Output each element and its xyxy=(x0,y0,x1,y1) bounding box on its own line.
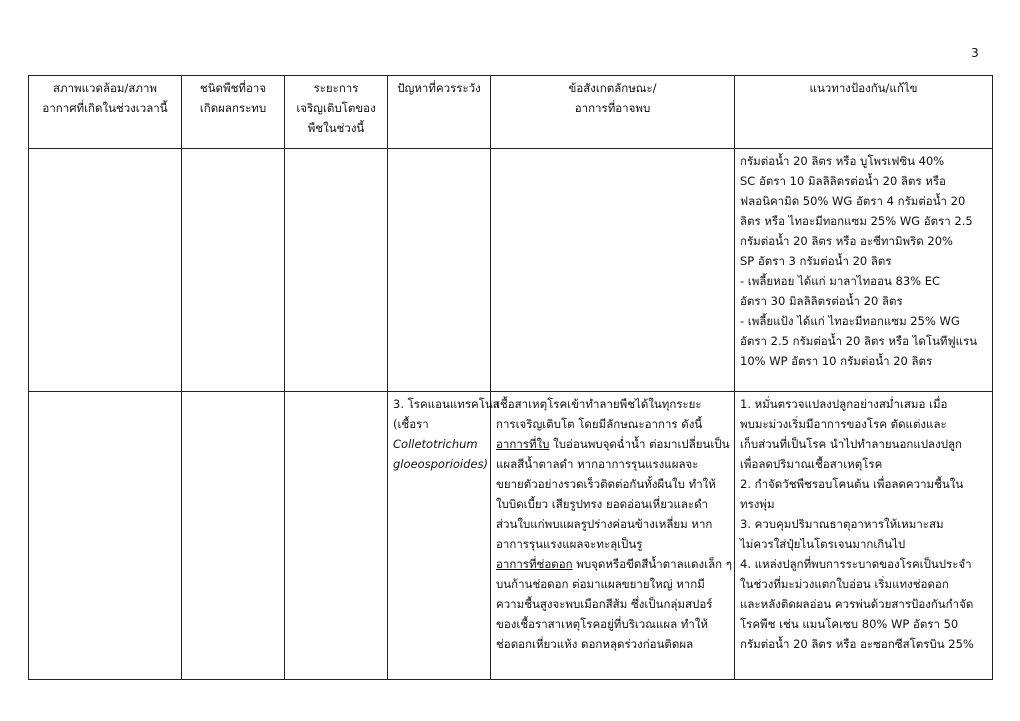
environment-cell xyxy=(29,149,182,392)
text-line: ช่อดอกเหี่ยวแห้ง ดอกหลุดร่วงก่อนติดผล xyxy=(496,637,694,651)
text-line: SP อัตรา 3 กรัมต่อน้ำ 20 ลิตร xyxy=(740,254,892,268)
text-line: บนก้านช่อดอก ต่อมาแผลขยายใหญ่ หากมี xyxy=(496,577,705,591)
text-line: กรัมต่อน้ำ 20 ลิตร หรือ อะซีทามิพริด 20% xyxy=(740,234,953,248)
text-line: ขยายตัวอย่างรวดเร็วติดต่อกันทั้งผืนใบ ทำให้ xyxy=(496,477,716,491)
growth-stage-cell xyxy=(285,392,388,680)
text-line: เพื่อลดปริมาณเชื้อสาเหตุโรค xyxy=(740,457,883,471)
header-problem: ปัญหาที่ควรระวัง xyxy=(388,76,491,149)
table-row xyxy=(29,392,993,680)
text-line: และหลังติดผลอ่อน ควรพ่นด้วยสารป้องกันกำจัด xyxy=(740,597,974,611)
text-line: (เชื้อรา xyxy=(393,417,429,431)
text-line: ทรงพุ่ม xyxy=(740,497,775,511)
text-line: อาการที่ช่อดอก พบจุดหรือขีดสีน้ำตาลแดงเล็ก ๆ xyxy=(496,557,732,571)
header-row xyxy=(29,76,993,149)
text-line: แผลสีน้ำตาลดำ หากอาการรุนแรงแผลจะ xyxy=(496,457,699,471)
flower-symptom-label: อาการที่ช่อดอก xyxy=(496,557,573,571)
table-row xyxy=(29,149,993,392)
text-line: 4. แหล่งปลูกที่พบการระบาดของโรคเป็นประจำ xyxy=(740,557,972,571)
text-line: ไม่ควรใส่ปุ๋ยไนโตรเจนมากเกินไป xyxy=(740,537,906,551)
header-growth-stage: ระยะการ เจริญเติบโตของ พืชในช่วงนี้ xyxy=(285,76,388,149)
symptom-cell xyxy=(491,149,735,392)
text-line: 1. หมั่นตรวจแปลงปลูกอย่างสม่ำเสมอ เมื่อ xyxy=(740,397,948,411)
growth-stage-cell xyxy=(285,149,388,392)
text-line: SC อัตรา 10 มิลลิลิตรต่อน้ำ 20 ลิตร หรือ xyxy=(740,174,946,188)
text-line: พบมะม่วงเริ่มมีอาการของโรค ตัดแต่งและ xyxy=(740,417,947,431)
header-solution: แนวทางป้องกัน/แก้ไข xyxy=(735,76,993,149)
text-line: 10% WP อัตรา 10 กรัมต่อน้ำ 20 ลิตร xyxy=(740,354,933,368)
text-line: กรัมต่อน้ำ 20 ลิตร หรือ บูโพรเฟซิน 40% xyxy=(740,154,945,168)
problem-cell xyxy=(388,149,491,392)
problem-cell xyxy=(388,392,500,680)
header-environment: สภาพแวดล้อม/สภาพ อากาศที่เกิดในช่วงเวลานี้ xyxy=(29,76,182,149)
text-line: อาการที่ใบ ใบอ่อนพบจุดฉ่ำน้ำ ต่อมาเปลี่ยนเป็น xyxy=(496,437,730,451)
page-number: 3 xyxy=(971,46,979,60)
pest-management-table xyxy=(28,75,993,680)
solution-cell xyxy=(735,149,993,392)
pathogen-genus: Colletotrichum xyxy=(393,437,478,451)
text-line: ความชื้นสูงจะพบเมือกสีส้ม ซึ่งเป็นกลุ่มสปอร์ xyxy=(496,597,713,611)
header-affected-crop: ชนิดพืชที่อาจ เกิดผลกระทบ xyxy=(182,76,285,149)
solution-cell xyxy=(735,392,993,680)
text-line: - เพลี้ยแป้ง ได้แก่ ไทอะมีทอกแซม 25% WG xyxy=(740,314,960,328)
text-line: อัตรา 30 มิลลิลิตรต่อน้ำ 20 ลิตร xyxy=(740,294,903,308)
text-line: เก็บส่วนที่เป็นโรค นำไปทำลายนอกแปลงปลูก xyxy=(740,437,963,451)
header-symptoms: ข้อสังเกตลักษณะ/ อาการที่อาจพบ xyxy=(491,76,735,149)
text-line: กรัมต่อน้ำ 20 ลิตร หรือ อะซอกซีสโตรบิน 25% xyxy=(740,637,974,651)
text-line: เชื้อสาเหตุโรคเข้าทำลายพืชได้ในทุกระยะ xyxy=(496,397,702,411)
text-line: 3. ควบคุมปริมาณธาตุอาหารให้เหมาะสม xyxy=(740,517,944,531)
text-line: ของเชื้อราสาเหตุโรคอยู่ที่บริเวณแผล ทำให้ xyxy=(496,617,709,631)
text-line: โรคพืช เช่น แมนโคเซบ 80% WP อัตรา 50 xyxy=(740,617,959,631)
environment-cell xyxy=(29,392,182,680)
pathogen-species: gloeosporioides) xyxy=(393,457,488,471)
text-line: อาการรุนแรงแผลจะทะลุเป็นรู xyxy=(496,537,643,551)
text-line: - เพลี้ยหอย ได้แก่ มาลาไทออน 83% EC xyxy=(740,274,941,288)
text-line: อัตรา 2.5 กรัมต่อน้ำ 20 ลิตร หรือ ไดโนทีฟูแรน xyxy=(740,334,978,348)
text-line: 2. กำจัดวัชพืชรอบโคนต้น เพื่อลดความชื้นใน xyxy=(740,477,964,491)
leaf-symptom-label: อาการที่ใบ xyxy=(496,437,550,451)
text-line: ในช่วงที่มะม่วงแตกใบอ่อน เริ่มแทงช่อดอก xyxy=(740,577,949,591)
text-line: ส่วนใบแก่พบแผลรูปร่างค่อนข้างเหลี่ยม หาก xyxy=(496,517,713,531)
text-line: การเจริญเติบโต โดยมีลักษณะอาการ ดังนี้ xyxy=(496,417,703,431)
text-line: ฟลอนิคามิด 50% WG อัตรา 4 กรัมต่อน้ำ 20 xyxy=(740,194,966,208)
crop-cell xyxy=(182,392,285,680)
text-line: ใบบิดเบี้ยว เสียรูปทรง ยอดอ่อนเหี่ยวและดำ xyxy=(496,497,709,511)
problem-title: 3. โรคแอนแทรคโนส xyxy=(393,397,500,411)
crop-cell xyxy=(182,149,285,392)
symptom-cell xyxy=(491,392,735,680)
text-line: ลิตร หรือ ไทอะมีทอกแซม 25% WG อัตรา 2.5 xyxy=(740,214,973,228)
